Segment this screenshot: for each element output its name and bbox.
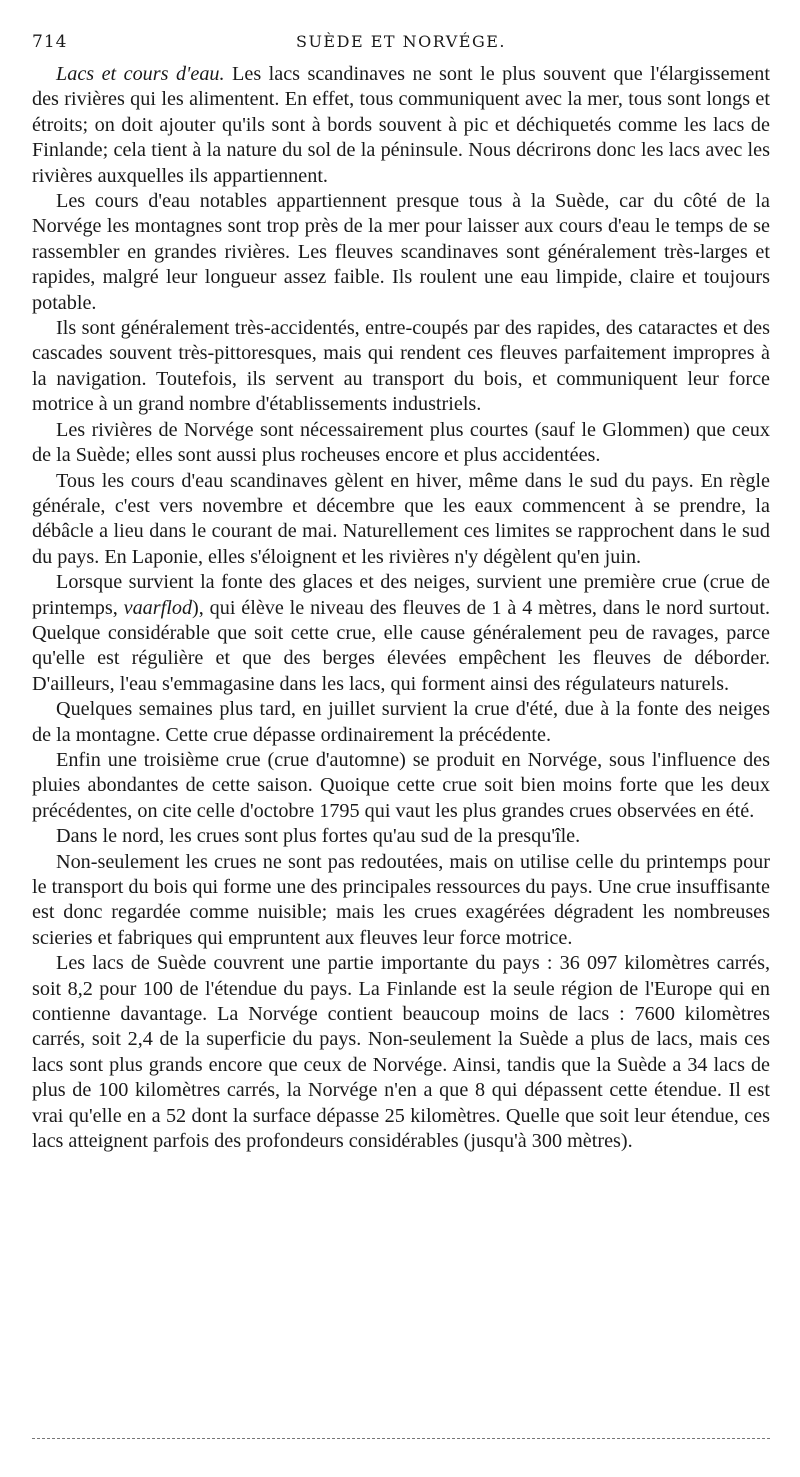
paragraph: Les lacs de Suède couvrent une partie importante du pays : 36 097 kilomètres carrés, soit 8,2 pour 100 de l'étendue du pays. La Finlande est la seule région de l'Europe qui en contienne davantage. La Norvége contient beaucoup moins de lacs : 7600 kilomètres carrés, soit 2,4 de la superficie du pays. Non-seulement la Suède a plus de lacs, mais ces lacs sont plus grands encore que ceux de Norvége. Ainsi, tandis que la Suède a 34 lacs de plus de 100 kilomètres carrés, la Norvége n'en a que 8 qui dépassent cette étendue. Il est vrai qu'elle en a 52 dont la surface dépasse 25 kilomètres. Quelle que soit leur étendue, ces lacs atteignent parfois des profondeurs considérables (jusqu'à 300 mètres). xyxy=(32,952,770,1153)
paragraph: Enfin une troisième crue (crue d'automne) se produit en Norvége, sous l'influence des pluies abondantes de cette saison. Quoique cette crue soit bien moins forte que les deux précédentes, on cite celle d'octobre 1795 qui vaut les plus grandes crues observées en été. xyxy=(32,748,770,822)
paragraph: Non-seulement les crues ne sont pas redoutées, mais on utilise celle du printemps pour le transport du bois qui forme une des principales ressources du pays. Une crue insuffisante est donc regardée comme nuisible; mais les crues exagérées dégradent les nombreuses scieries et fabriques qui empruntent aux fleuves leur force motrice. xyxy=(32,850,770,949)
book-page xyxy=(32,28,770,1154)
running-title: SUÈDE ET NORVÉGE. xyxy=(295,32,507,51)
paragraph: Les cours d'eau notables appartiennent presque tous à la Suède, car du côté de la Norvége les montagnes sont trop près de la mer pour laisser aux cours d'eau le temps de se rassembler en grandes rivières. Les fleuves scandinaves sont généralement très-larges et rapides, malgré leur longueur assez faible. Ils roulent une eau limpide, claire et toujours potable. xyxy=(32,190,770,314)
footer-rule xyxy=(32,1438,770,1439)
page-number: 714 xyxy=(32,32,68,52)
running-head xyxy=(32,28,770,62)
paragraph: Ils sont généralement très-accidentés, entre-coupés par des rapides, des cataractes et des cascades souvent très-pittoresques, mais qui rendent ces fleuves parfaitement impropres à la navigation. Toutefois, ils servent au transport du bois, et communiquent leur force motrice à un grand nombre d'établissements industriels. xyxy=(32,317,770,416)
paragraph: Tous les cours d'eau scandinaves gèlent en hiver, même dans le sud du pays. En règle générale, c'est vers novembre et décembre que les eaux commencent à se prendre, la débâcle a lieu dans le courant de mai. Naturellement ces limites se rapprochent dans le sud du pays. En Laponie, elles s'éloignent et les rivières n'y dégèlent qu'en juin. xyxy=(32,469,770,568)
italic-term: vaarflod xyxy=(123,596,193,619)
body-text xyxy=(32,62,770,1154)
paragraph-text: Les lacs scandinaves ne sont le plus souvent que l'élargissement des rivières qui les alimentent. En effet, tous communiquent avec la mer, tous sont longs et étroits; on doit ajouter qu'ils sont à bords souvent à pic et déchiquetés comme les lacs de Finlande; cela tient à la nature du sol de la péninsule. Nous décrirons donc les lacs avec les rivières auxquelles ils appartiennent. xyxy=(32,63,770,187)
paragraph-text: ), qui élève le niveau des fleuves de 1 à 4 mètres, dans le nord surtout. Quelque considérable que soit cette crue, elle cause généralement peu de ravages, parce qu'elle est régulière et que des berges élevées empêchent les fleuves de déborder. D'ailleurs, l'eau s'emmagasine dans les lacs, qui forment ainsi des régulateurs naturels. xyxy=(32,596,770,695)
paragraph-crue xyxy=(32,570,770,697)
paragraph-lacs xyxy=(32,62,770,189)
paragraph: Quelques semaines plus tard, en juillet survient la crue d'été, due à la fonte des neiges de la montagne. Cette crue dépasse ordinairement la précédente. xyxy=(32,698,770,746)
paragraph-text: Lorsque survient la fonte des glaces et des neiges, survient une première crue (crue de printemps, xyxy=(32,571,770,619)
section-title: Lacs et cours d'eau. xyxy=(56,63,225,85)
paragraph: Dans le nord, les crues sont plus fortes qu'au sud de la presqu'île. xyxy=(56,825,581,848)
paragraph: Les rivières de Norvége sont nécessairement plus courtes (sauf le Glommen) que ceux de la Suède; elles sont aussi plus rocheuses encore et plus accidentées. xyxy=(32,418,770,467)
